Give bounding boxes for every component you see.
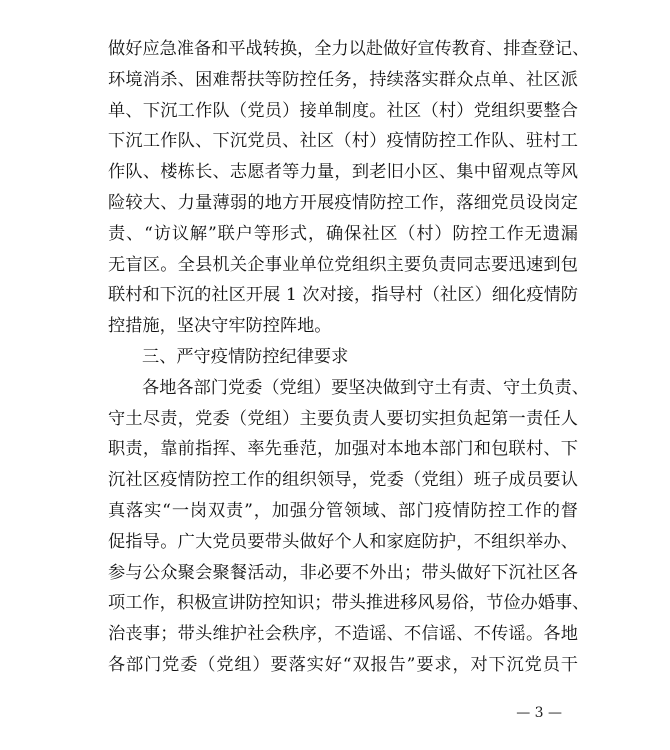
text-line: 各地各部门党委（党组）要坚决做到守土有责、守土负责、 xyxy=(142,377,589,398)
text-line: 险较大、力量薄弱的地方开展疫情防控工作，落细党员设岗定 xyxy=(108,192,578,213)
text-line: 作队、楼栋长、志愿者等力量，到老旧小区、集中留观点等风 xyxy=(108,162,578,183)
text-line: 环境消杀、困难帮扶等防控任务，持续落实群众点单、社区派 xyxy=(108,69,578,90)
text-line: 各部门党委（党组）要落实好“双报告”要求，对下沉党员干 xyxy=(108,654,578,675)
text-line: 沉社区疫情防控工作的组织领导，党委（党组）班子成员要认 xyxy=(108,470,578,491)
text-line: 无盲区。全县机关企事业单位党组织主要负责同志要迅速到包 xyxy=(108,254,578,275)
body-text xyxy=(108,34,590,681)
text-line: 促指导。广大党员要带头做好个人和家庭防护，不组织举办、 xyxy=(108,531,578,552)
text-line: 做好应急准备和平战转换，全力以赴做好宣传教育、排查登记、 xyxy=(108,39,590,59)
text-line: 项工作，积极宣讲防控知识；带头推进移风易俗，节俭办婚事、 xyxy=(108,593,590,614)
text-line: 职责，靠前指挥、率先垂范，加强对本地本部门和包联村、下 xyxy=(108,439,578,460)
text-line: 单、下沉工作队（党员）接单制度。社区（村）党组织要整合 xyxy=(108,100,578,121)
text-line: 守土尽责，党委（党组）主要负责人要切实担负起第一责任人 xyxy=(108,408,578,429)
text-line: 治丧事；带头维护社会秩序，不造谣、不信谣、不传谣。各地 xyxy=(108,624,578,645)
text-line: 联村和下沉的社区开展 1 次对接，指导村（社区）细化疫情防 xyxy=(108,285,578,306)
text-line: 下沉工作队、下沉党员、社区（村）疫情防控工作队、驻村工 xyxy=(108,131,578,152)
section-heading: 三、严守疫情防控纪律要求 xyxy=(142,346,349,367)
text-line: 责、“访议解”联户等形式，确保社区（村）防控工作无遗漏 xyxy=(108,223,578,244)
text-line: 真落实“一岗双责”，加强分管领域、部门疫情防控工作的督 xyxy=(108,500,578,521)
text-line: 参与公众聚会聚餐活动，非必要不外出；带头做好下沉社区各 xyxy=(108,562,578,583)
text-line: 控措施，坚决守牢防控阵地。 xyxy=(108,316,332,337)
page-number: — 3 — xyxy=(516,705,562,721)
